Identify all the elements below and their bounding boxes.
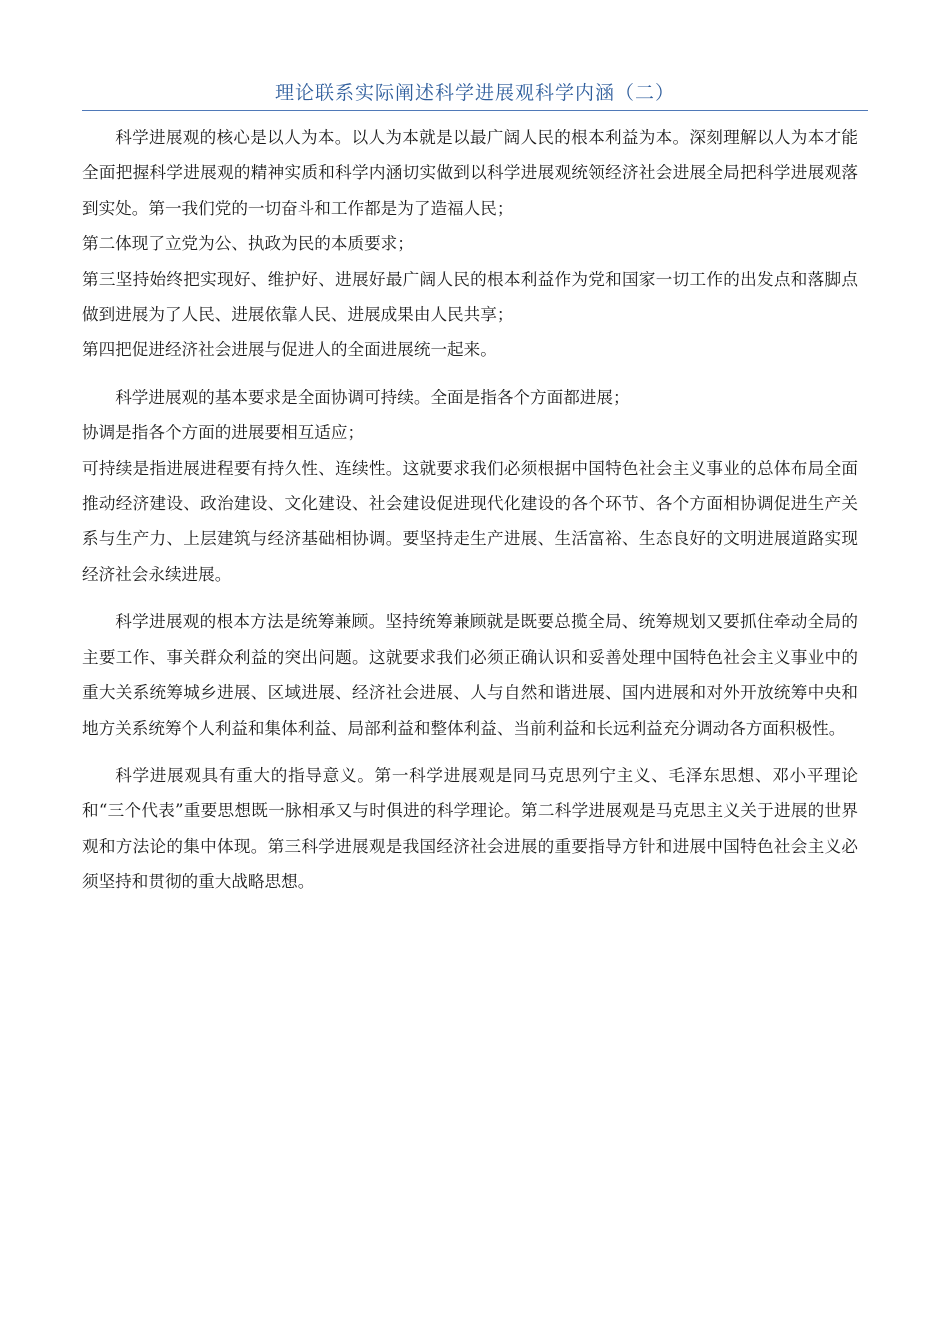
paragraph: 科学进展观的根本方法是统筹兼顾。坚持统筹兼顾就是既要总揽全局、统筹规划又要抓住牵动全局的主要工作、事关群众利益的突出问题。这就要求我们必须正确认识和妥善处理中国特色社会主义事业中的重大关系统筹城乡进展、区域进展、经济社会进展、人与自然和谐进展、国内进展和对外开放统筹中央和地方关系统筹个人利益和集体利益、局部利益和整体利益、当前利益和长远利益充分调动各方面积极性。 — [82, 612, 858, 738]
page-header — [82, 78, 868, 111]
paragraph: 科学进展观的基本要求是全面协调可持续。全面是指各个方面都进展； — [115, 387, 630, 407]
section-core — [82, 120, 858, 368]
paragraph: 科学进展观具有重大的指导意义。第一科学进展观是同马克思列宁主义、毛泽东思想、邓小平理论和“三个代表”重要思想既一脉相承又与时俱进的科学理论。第二科学进展观是马克思主义关于进展的世界观和方法论的集中体现。第三科学进展观是我国经济社会进展的重要指导方针和进展中国特色社会主义必须坚持和贯彻的重大战略思想。 — [82, 765, 858, 892]
paragraph: 科学进展观的核心是以人为本。以人为本就是以最广阔人民的根本利益为本。深刻理解以人为本才能全面把握科学进展观的精神实质和科学内涵切实做到以科学进展观统领经济社会进展全局把科学进展观落到实处。第一我们党的一切奋斗和工作都是为了造福人民； — [82, 128, 858, 218]
section-guiding-significance — [82, 758, 858, 900]
section-fundamental-method — [82, 604, 858, 746]
document-body — [82, 120, 858, 900]
paragraph: 第四把促进经济社会进展与促进人的全面进展统一起来。 — [82, 340, 497, 360]
paragraph: 协调是指各个方面的进展要相互适应； — [82, 423, 365, 443]
page-title: 理论联系实际阐述科学进展观科学内涵（二） — [274, 82, 675, 104]
paragraph: 可持续是指进展进程要有持久性、连续性。这就要求我们必须根据中国特色社会主义事业的总体布局全面推动经济建设、政治建设、文化建设、社会建设促进现代化建设的各个环节、各个方面相协调促进生产关系与生产力、上层建筑与经济基础相协调。要坚持走生产进展、生活富裕、生态良好的文明进展道路实现经济社会永续进展。 — [82, 458, 858, 584]
section-basic-requirement — [82, 380, 858, 592]
paragraph: 第三坚持始终把实现好、维护好、进展好最广阔人民的根本利益作为党和国家一切工作的出发点和落脚点做到进展为了人民、进展依靠人民、进展成果由人民共享； — [82, 269, 858, 325]
paragraph: 第二体现了立党为公、执政为民的本质要求； — [82, 234, 414, 254]
